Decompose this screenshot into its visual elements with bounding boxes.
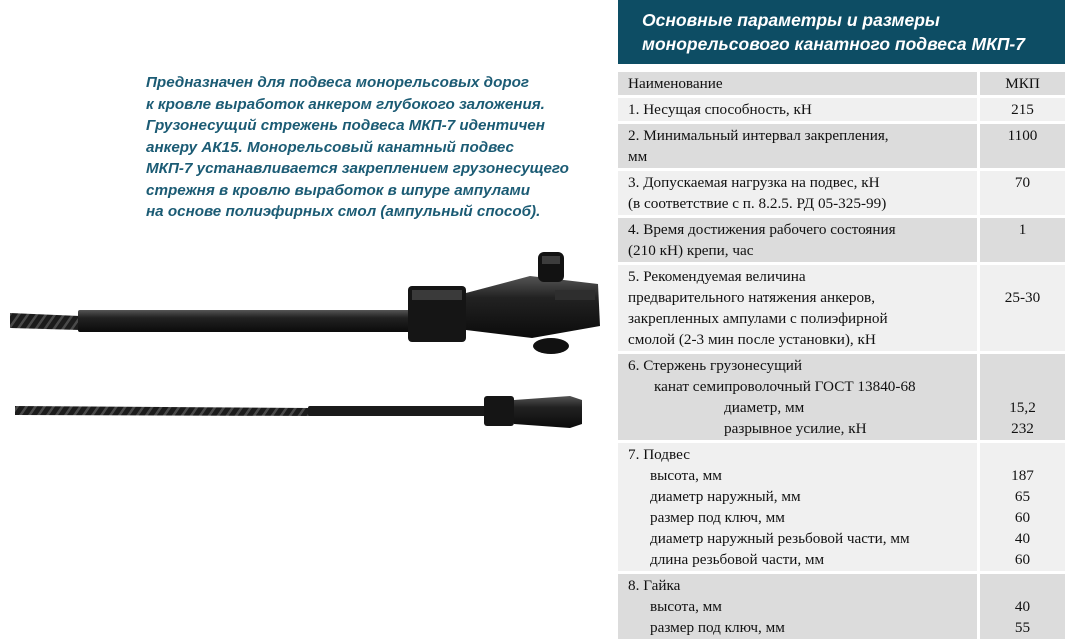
row-label: разрывное усилие, кН bbox=[724, 420, 867, 437]
row-label: 1. Несущая способность, кН bbox=[628, 101, 812, 118]
row-label: диаметр наружный резьбовой части, мм bbox=[650, 530, 910, 547]
row-value: 65 bbox=[1014, 488, 1031, 505]
product-description bbox=[146, 72, 616, 223]
row-value: 215 bbox=[1011, 101, 1034, 118]
row-label: 7. Подвес bbox=[628, 446, 690, 463]
row-label: канат семипроволочный ГОСТ 13840-68 bbox=[654, 378, 916, 395]
row-label: 4. Время достижения рабочего состояния bbox=[628, 221, 896, 238]
row-label: 5. Рекомендуемая величина bbox=[628, 268, 806, 285]
spec-table bbox=[618, 72, 1065, 642]
row-value: 15,2 bbox=[1009, 399, 1036, 416]
row-label: длина резьбовой части, мм bbox=[650, 551, 825, 568]
table-row bbox=[618, 124, 1065, 171]
table-row bbox=[618, 98, 1065, 124]
description-line: на основе полиэфирных смол (ампульный способ). bbox=[146, 203, 541, 220]
row-label: 2. Минимальный интервал закрепления, bbox=[628, 127, 889, 144]
large-anchor bbox=[10, 252, 600, 354]
row-value: 25-30 bbox=[1004, 289, 1041, 306]
row-value: 60 bbox=[1014, 509, 1031, 526]
row-label: диаметр, мм bbox=[724, 399, 805, 416]
row-label: 3. Допускаемая нагрузка на подвес, кН bbox=[628, 174, 880, 191]
table-row bbox=[618, 265, 1065, 354]
description-line: стрежня в кровлю выработок в шпуре ампулами bbox=[146, 181, 531, 199]
row-label: (210 кН) крепи, час bbox=[628, 242, 754, 259]
row-label: мм bbox=[628, 148, 648, 165]
description-line: МКП-7 устанавливается закреплением грузонесущего bbox=[146, 160, 569, 177]
small-anchor bbox=[15, 396, 582, 428]
row-value: 40 bbox=[1014, 598, 1031, 615]
row-label: высота, мм bbox=[650, 467, 722, 484]
description-line: к кровле выработок анкером глубокого заложения. bbox=[146, 95, 545, 113]
row-value: 1 bbox=[1018, 221, 1027, 238]
row-value: 60 bbox=[1014, 551, 1031, 568]
description-line: анкеру АК15. Монорельсовый канатный подвес bbox=[146, 138, 514, 156]
row-value: 232 bbox=[1011, 420, 1034, 437]
row-label: размер под ключ, мм bbox=[650, 509, 785, 526]
row-label: размер под ключ, мм bbox=[650, 619, 785, 636]
table-header-row bbox=[618, 72, 1065, 98]
table-row bbox=[618, 354, 1065, 443]
header-name: Наименование bbox=[628, 75, 723, 92]
row-label: 6. Стержень грузонесущий bbox=[628, 357, 803, 374]
row-value: 1100 bbox=[1007, 127, 1038, 144]
row-value bbox=[980, 266, 1065, 287]
row-label: закрепленных ампулами с полиэфирной bbox=[628, 310, 888, 327]
header-value: МКП bbox=[1005, 75, 1040, 92]
table-row bbox=[618, 443, 1065, 574]
table-title bbox=[618, 0, 1065, 64]
row-label: 8. Гайка bbox=[628, 577, 681, 594]
table-row bbox=[618, 171, 1065, 218]
description-line: Предназначен для подвеса монорельсовых дорог bbox=[146, 74, 530, 91]
row-value: 70 bbox=[1014, 174, 1031, 191]
row-label: предварительного натяжения анкеров, bbox=[628, 289, 876, 306]
row-value: 40 bbox=[1014, 530, 1031, 547]
table-title-line: монорельсового канатного подвеса МКП-7 bbox=[642, 34, 1025, 54]
row-label: (в соответствие с п. 8.2.5. РД 05-325-99) bbox=[628, 195, 887, 212]
description-line: Грузонесущий стрежень подвеса МКП-7 идентичен bbox=[146, 117, 545, 134]
row-label: смолой (2-3 мин после установки), кН bbox=[628, 331, 876, 348]
row-value: 55 bbox=[1014, 619, 1031, 636]
row-value: 187 bbox=[1011, 467, 1034, 484]
row-label: диаметр наружный, мм bbox=[650, 488, 801, 505]
table-row bbox=[618, 218, 1065, 265]
row-label: высота, мм bbox=[650, 598, 722, 615]
product-photo bbox=[10, 248, 610, 448]
table-title-line: Основные параметры и размеры bbox=[642, 10, 940, 30]
